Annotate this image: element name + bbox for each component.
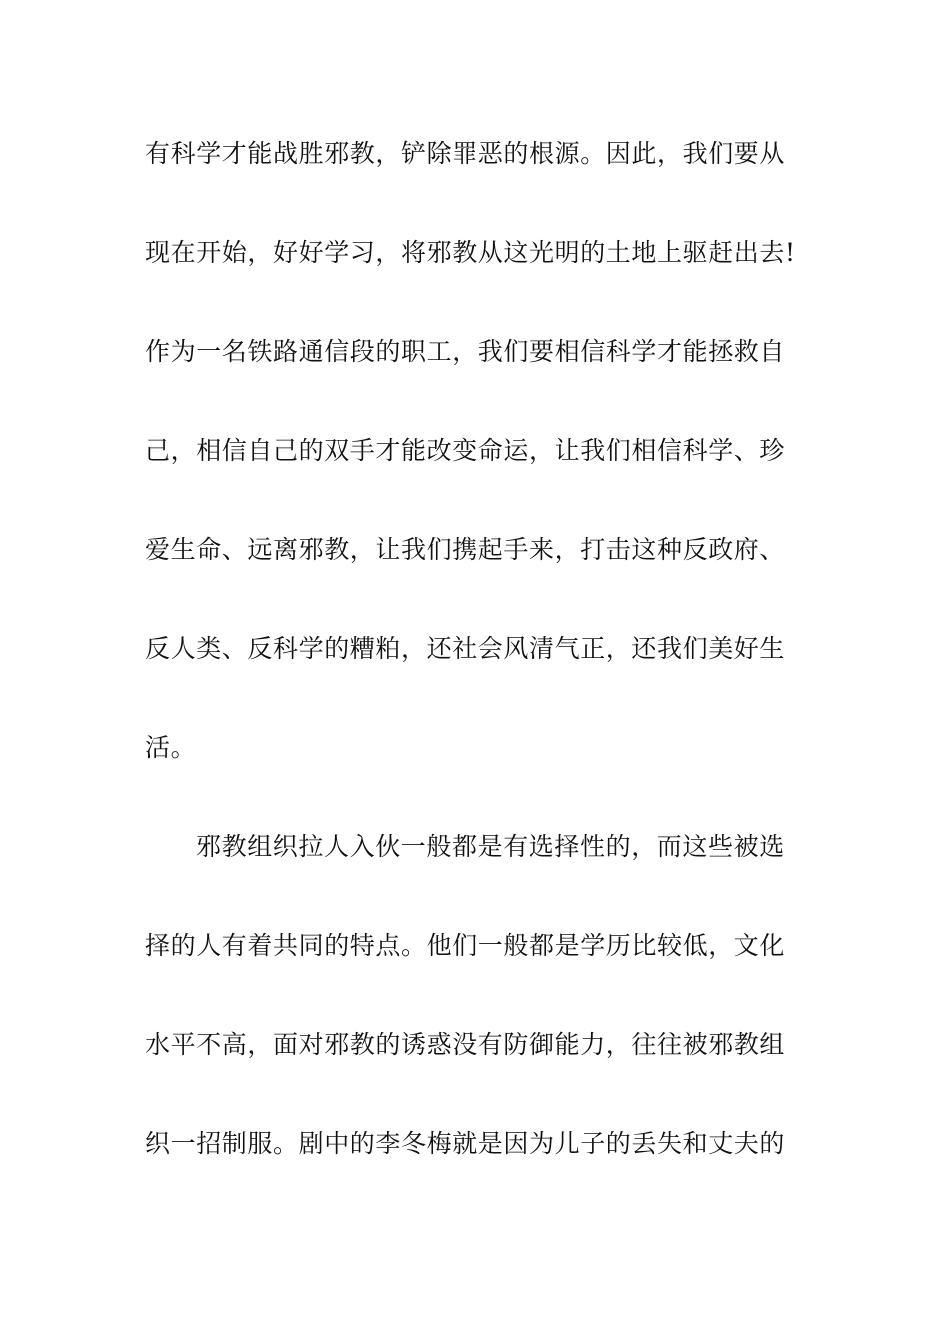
- paragraph-line-5: 爱生命、远离邪教，让我们携起手来，打击这种反政府、: [145, 535, 786, 564]
- paragraph-line-10: 水平不高，面对邪教的诱惑没有防御能力，往往被邪教组: [145, 1030, 786, 1059]
- paragraph-line-11: 织一招制服。剧中的李冬梅就是因为儿子的丢失和丈夫的: [145, 1129, 786, 1158]
- paragraph-line-8: 邪教组织拉人入伙一般都是有选择性的，而这些被选: [196, 832, 785, 861]
- paragraph-line-4: 己，相信自己的双手才能改变命运，让我们相信科学、珍: [145, 436, 786, 465]
- paragraph-line-9: 择的人有着共同的特点。他们一般都是学历比较低，文化: [145, 931, 786, 960]
- paragraph-line-6: 反人类、反科学的糟粕，还社会风清气正，还我们美好生: [145, 634, 786, 663]
- paragraph-line-1: 有科学才能战胜邪教，铲除罪恶的根源。因此，我们要从: [145, 139, 786, 168]
- paragraph-line-7: 活。: [145, 733, 197, 762]
- paragraph-line-3: 作为一名铁路通信段的职工，我们要相信科学才能拯救自: [145, 337, 786, 366]
- paragraph-line-2: 现在开始，好好学习，将邪教从这光明的土地上驱赶出去!: [145, 238, 796, 267]
